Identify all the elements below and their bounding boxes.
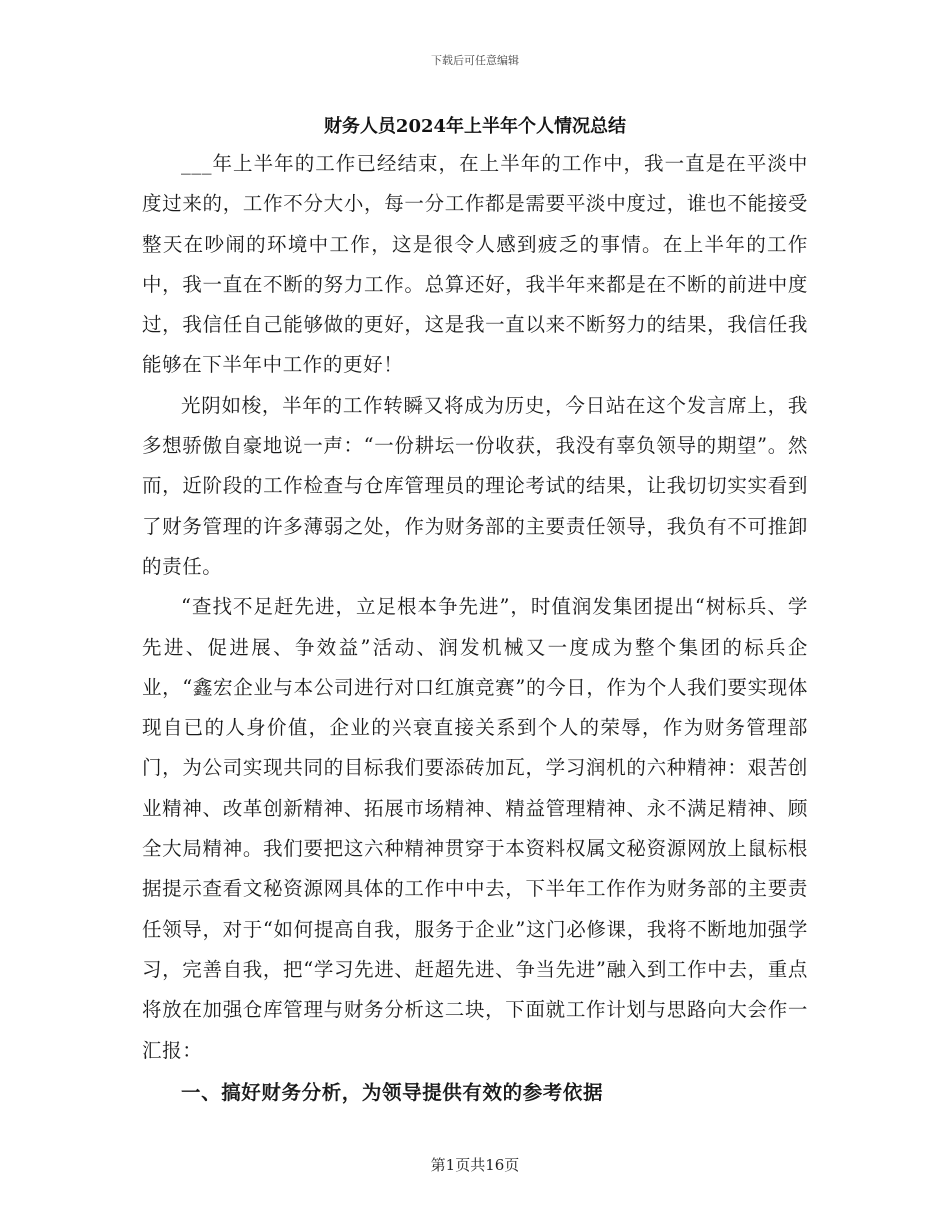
section-heading: 一、搞好财务分析，为领导提供有效的参考依据 <box>181 1080 604 1104</box>
page-header-note: 下载后可任意编辑 <box>431 54 519 67</box>
document-title: 财务人员2024年上半年个人情况总结 <box>323 116 627 137</box>
paragraph-3: “查找不足赶先进，立足根本争先进”，时值润发集团提出“树标兵、学先进、促进展、争效益”活动、润发机械又一度成为整个集团的标兵企业，“鑫宏企业与本公司进行对口红旗竞赛”的今日，作为个人我们要实现体现自已的人身价值，企业的兴衰直接关系到个人的荣辱，作为财务管理部门，为公司实现共同的目标我们要添砖加瓦，学习润机的六种精神：艰苦创业精神、改革创新精神、拓展市场精神、精益管理精神、永不满足精神、顾全大局精神。我们要把这六种精神贯穿于本资料权属文秘资源网放上鼠标根据提示查看文秘资源网具体的工作中中去，下半年工作作为财务部的主要责任领导，对于“如何提高自我，服务于企业”这门必修课，我将不断地加强学习，完善自我，把“学习先进、赶超先进、争当先进”融入到工作中去，重点将放在加强仓库管理与财务分析这二块，下面就工作计划与思路向大会作一汇报： <box>142 595 808 1062</box>
paragraph-1: ___年上半年的工作已经结束，在上半年的工作中，我一直是在平淡中度过来的，工作不分大小，每一分工作都是需要平淡中度过，谁也不能接受整天在吵闹的环境中工作，这是很令人感到疲乏的事情。在上半年的工作中，我一直在不断的努力工作。总算还好，我半年来都是在不断的前进中度过，我信任自己能够做的更好，这是我一直以来不断努力的结果，我信任我能够在下半年中工作的更好！ <box>142 152 808 377</box>
paragraph-2: 光阴如梭，半年的工作转瞬又将成为历史，今日站在这个发言席上，我多想骄傲自豪地说一声：“一份耕坛一份收获，我没有辜负领导的期望”。然而，近阶段的工作检查与仓库管理员的理论考试的结果，让我切切实实看到了财务管理的许多薄弱之处，作为财务部的主要责任领导，我负有不可推卸的责任。 <box>142 393 808 578</box>
page-number: 第1页共16页 <box>430 1156 520 1174</box>
document-body <box>142 144 808 1113</box>
